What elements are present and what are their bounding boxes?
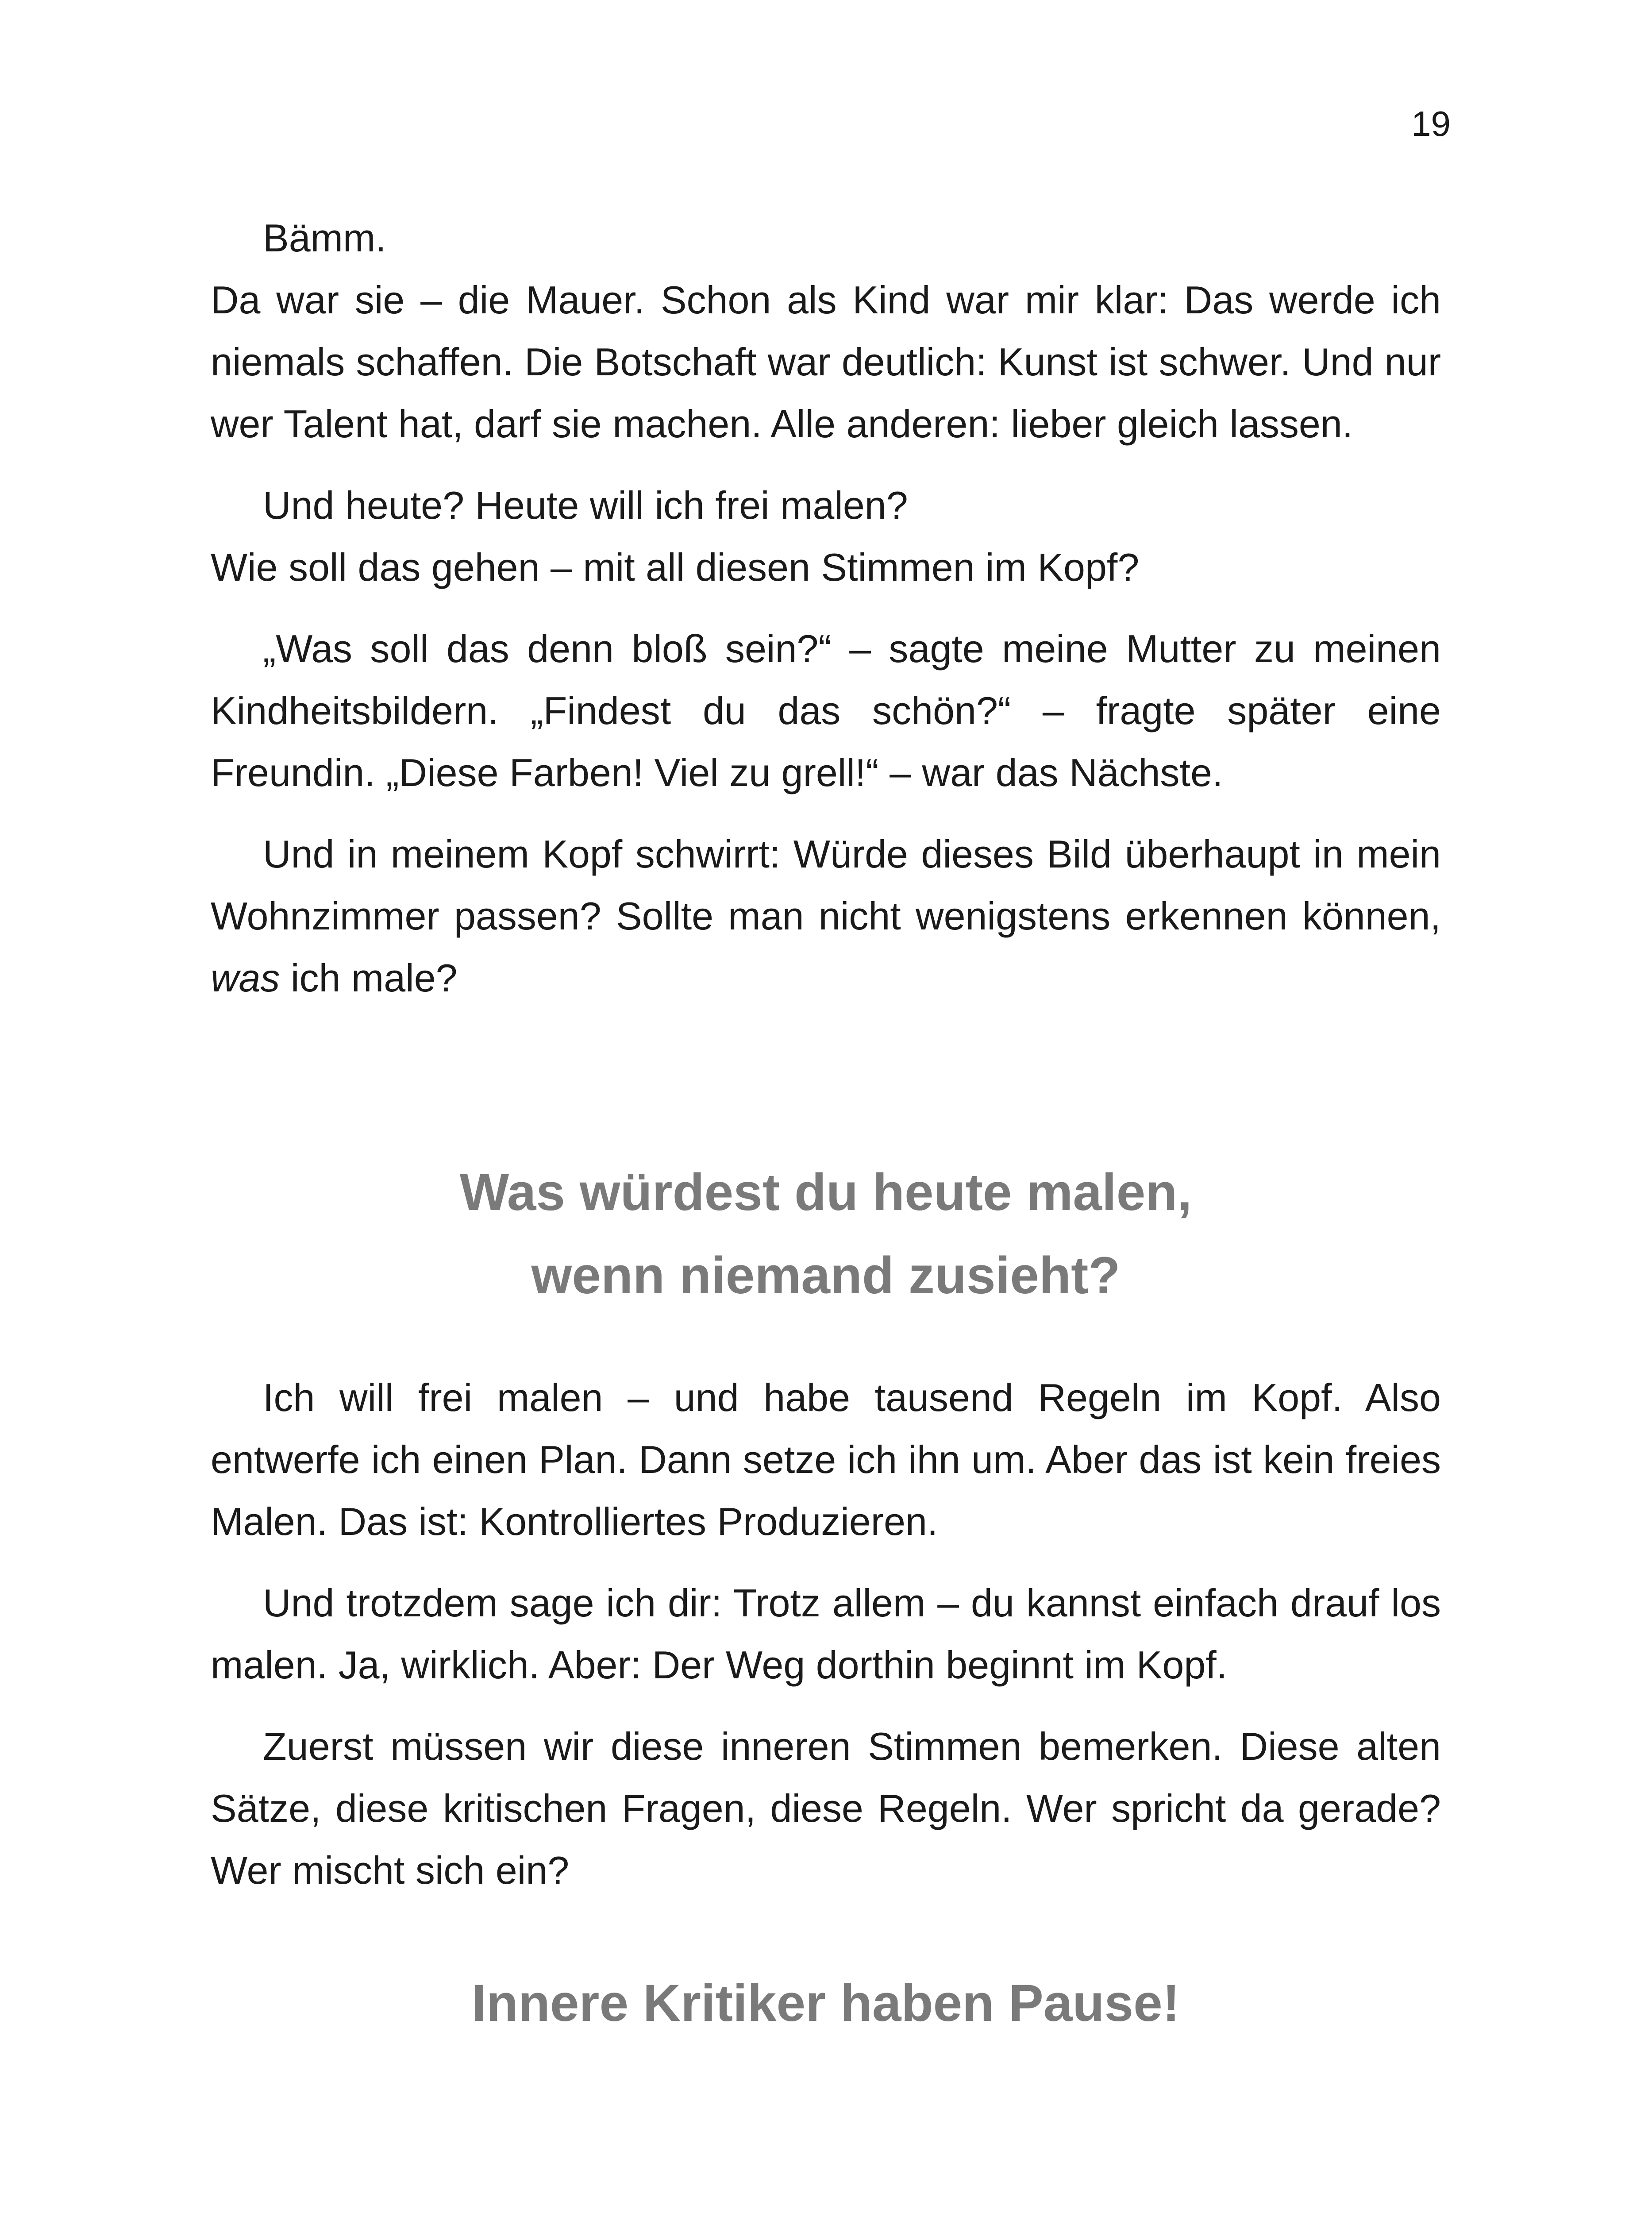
paragraph-trotzdem: Und trotzdem sage ich dir: Trotz allem – du kannst einfach drauf los malen. Ja, wirklich. Aber: Der Weg dorthin beginnt im Kopf. xyxy=(211,1581,1441,1687)
emphasis-was: was xyxy=(211,956,280,1000)
paragraph-heute-line2: Wie soll das gehen – mit all diesen Stimmen im Kopf? xyxy=(211,545,1140,589)
paragraph-regeln: Ich will frei malen – und habe tausend Regeln im Kopf. Also entwerfe ich einen Plan. Dann setze ich ihn um. Aber das ist kein freies Malen. Das ist: Kontrolliertes Produzieren. xyxy=(211,1376,1441,1543)
paragraph-baemm: Bämm. xyxy=(263,216,386,260)
heading-line-1: Was würdest du heute malen, xyxy=(459,1163,1192,1222)
body-section-2 xyxy=(211,1367,1441,1901)
paragraph-wohnzimmer-end: ich male? xyxy=(280,956,458,1000)
page-number: 19 xyxy=(1411,104,1451,143)
heading-innere-kritiker: Innere Kritiker haben Pause! xyxy=(471,1974,1180,2032)
paragraph-mauer: Da war sie – die Mauer. Schon als Kind war mir klar: Das werde ich niemals schaffen. Die Botschaft war deutlich: Kunst ist schwer. Und nur wer Talent hat, darf sie machen. Alle anderen: lieber gleich lassen. xyxy=(211,278,1441,446)
paragraph-wohnzimmer xyxy=(211,823,1441,1009)
paragraph-heute-line1: Und heute? Heute will ich frei malen? xyxy=(263,483,908,527)
paragraph-stimmen: Zuerst müssen wir diese inneren Stimmen bemerken. Diese alten Sätze, diese kritischen Fragen, diese Regeln. Wer spricht da gerade? Wer mischt sich ein? xyxy=(211,1724,1441,1892)
paragraph-mutter: „Was soll das denn bloß sein?“ – sagte meine Mutter zu meinen Kindheitsbildern. „Findest du das schön?“ – fragte später eine Freundin. „Diese Farben! Viel zu grell!“ – war das Nächste. xyxy=(211,627,1441,794)
body-section-1 xyxy=(211,207,1441,1009)
heading-line-2: wenn niemand zusieht? xyxy=(531,1246,1121,1305)
paragraph-wohnzimmer-text: Und in meinem Kopf schwirrt: Würde dieses Bild überhaupt in mein Wohnzimmer passen? Sollte man nicht wenigstens erkennen können, xyxy=(211,832,1441,938)
heading-was-wuerdest-du xyxy=(211,1151,1441,1317)
